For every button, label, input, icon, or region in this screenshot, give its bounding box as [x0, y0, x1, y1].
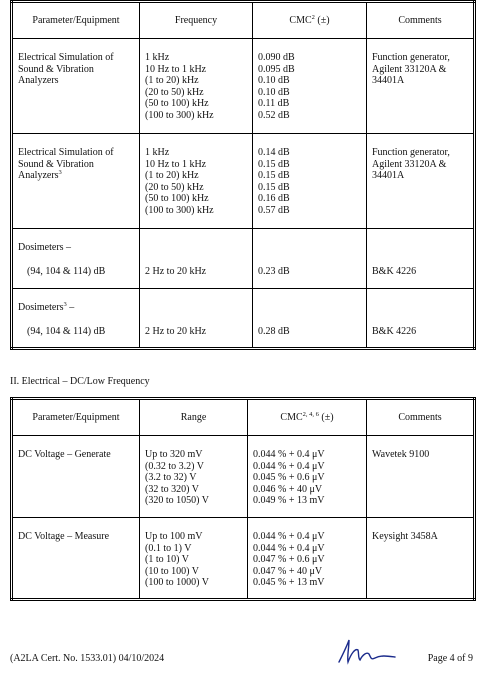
header-comments: Comments: [367, 2, 475, 39]
table-row: [12, 289, 475, 349]
table-sound-vibration: [10, 0, 476, 350]
param-cell: DC Voltage – Generate: [12, 436, 140, 518]
table-row: [12, 39, 475, 134]
comment-cell: B&K 4226: [367, 229, 475, 289]
header-cmc: CMC$^2$ (±): [253, 2, 367, 39]
param-cell: Electrical Simulation of Sound & Vibration Analyzers: [12, 39, 140, 134]
table-row: [12, 134, 475, 229]
page-number: Page 4 of 9: [427, 653, 473, 664]
comment-cell: Function generator, Agilent 33120A & 34401A: [367, 134, 475, 229]
header-frequency: Frequency: [140, 2, 253, 39]
cmc-cell: 0.28 dB: [253, 289, 367, 349]
table-header-row: [12, 399, 475, 436]
comment-cell: Wavetek 9100: [367, 436, 475, 518]
param-cell: Dosimeters$^3$ – (94, 104 & 114) dB: [12, 289, 140, 349]
comment-cell: B&K 4226: [367, 289, 475, 349]
range-cell: Up to 320 mV (0.32 to 3.2) V (3.2 to 32) V (32 to 320) V (320 to 1050) V: [140, 436, 248, 518]
table-header-row: [12, 2, 475, 39]
param-cell: Electrical Simulation of Sound & Vibration Analyzers$^3$: [12, 134, 140, 229]
header-parameter: Parameter/Equipment: [12, 399, 140, 436]
frequency-cell: 1 kHz 10 Hz to 1 kHz (1 to 20) kHz (20 to 50) kHz (50 to 100) kHz (100 to 300) kHz: [140, 39, 253, 134]
table-row: [12, 436, 475, 518]
comment-cell: Keysight 3458A: [367, 518, 475, 600]
header-parameter: Parameter/Equipment: [12, 2, 140, 39]
cmc-cell: 0.044 % + 0.4 μV 0.044 % + 0.4 μV 0.045 % + 0.6 μV 0.046 % + 40 μV 0.049 % + 13 mV: [248, 436, 367, 518]
section-title: II. Electrical – DC/Low Frequency: [10, 376, 150, 387]
frequency-cell: 1 kHz 10 Hz to 1 kHz (1 to 20) kHz (20 to 50) kHz (50 to 100) kHz (100 to 300) kHz: [140, 134, 253, 229]
header-comments: Comments: [367, 399, 475, 436]
signature-initials: [333, 636, 397, 669]
table-row: [12, 518, 475, 600]
cmc-cell: 0.090 dB 0.095 dB 0.10 dB 0.10 dB 0.11 dB 0.52 dB: [253, 39, 367, 134]
comment-cell: Function generator, Agilent 33120A & 34401A: [367, 39, 475, 134]
cmc-cell: 0.14 dB 0.15 dB 0.15 dB 0.15 dB 0.16 dB 0.57 dB: [253, 134, 367, 229]
footer-certificate: (A2LA Cert. No. 1533.01) 04/10/2024: [10, 653, 165, 664]
table-dc-low-frequency: [10, 397, 476, 601]
header-range: Range: [140, 399, 248, 436]
param-cell: Dosimeters – (94, 104 & 114) dB: [12, 229, 140, 289]
header-cmc: CMC$^{2, 4, 6}$ (±): [248, 399, 367, 436]
table-row: [12, 229, 475, 289]
param-cell: DC Voltage – Measure: [12, 518, 140, 600]
cmc-cell: 0.044 % + 0.4 μV 0.044 % + 0.4 μV 0.047 % + 0.6 μV 0.047 % + 40 μV 0.045 % + 13 mV: [248, 518, 367, 600]
frequency-cell: 2 Hz to 20 kHz: [140, 289, 253, 349]
range-cell: Up to 100 mV (0.1 to 1) V (1 to 10) V (10 to 100) V (100 to 1000) V: [140, 518, 248, 600]
cmc-cell: 0.23 dB: [253, 229, 367, 289]
frequency-cell: 2 Hz to 20 kHz: [140, 229, 253, 289]
